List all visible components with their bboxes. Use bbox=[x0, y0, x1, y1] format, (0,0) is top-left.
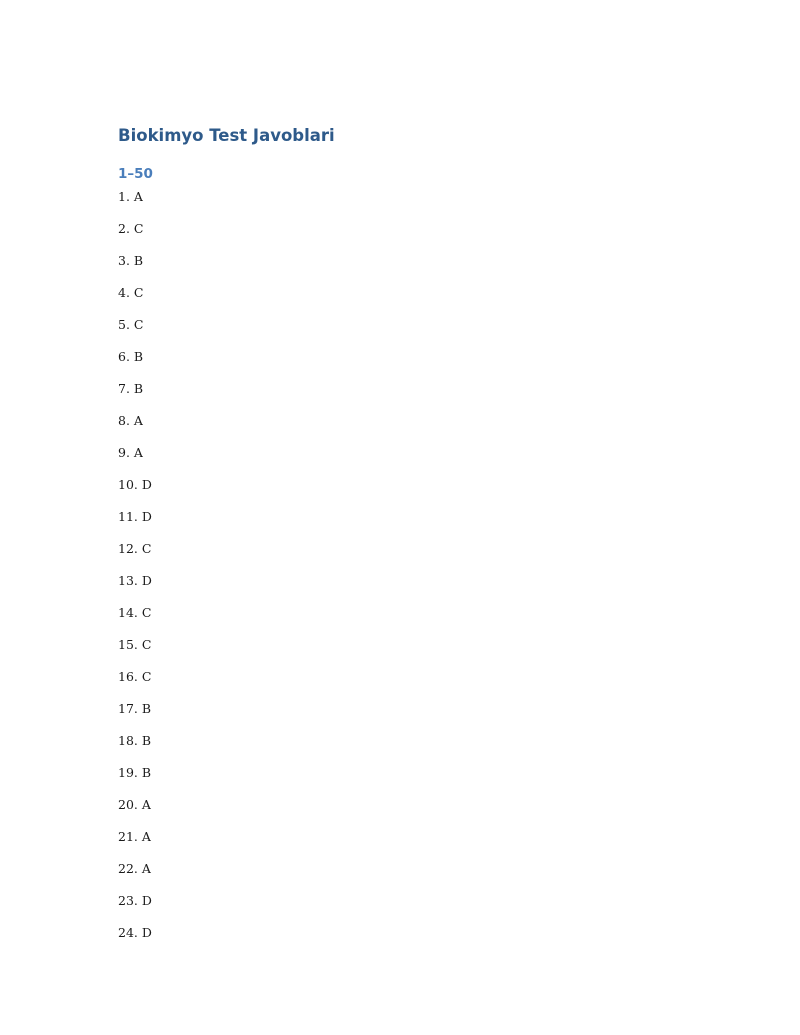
answer-item: 12. C bbox=[118, 541, 152, 556]
answer-item: 17. B bbox=[118, 701, 152, 716]
document-title: Biokimyo Test Javoblari bbox=[118, 126, 335, 145]
answer-item: 16. C bbox=[118, 669, 152, 684]
answer-item: 10. D bbox=[118, 477, 152, 492]
answer-item: 11. D bbox=[118, 509, 152, 524]
answer-item: 13. D bbox=[118, 573, 152, 588]
answer-item: 5. C bbox=[118, 317, 144, 332]
answer-item: 3. B bbox=[118, 253, 144, 268]
answer-item: 20. A bbox=[118, 797, 151, 812]
answer-item: 21. A bbox=[118, 829, 151, 844]
answer-item: 18. B bbox=[118, 733, 152, 748]
answer-item: 4. C bbox=[118, 285, 144, 300]
answer-item: 8. A bbox=[118, 413, 143, 428]
answer-item: 23. D bbox=[118, 893, 152, 908]
answer-item: 22. A bbox=[118, 861, 151, 876]
answer-item: 24. D bbox=[118, 925, 152, 940]
answer-item: 15. C bbox=[118, 637, 152, 652]
answer-item: 1. A bbox=[118, 189, 143, 204]
section-heading: 1–50 bbox=[118, 166, 153, 182]
answer-item: 2. C bbox=[118, 221, 144, 236]
answer-list bbox=[118, 188, 152, 956]
answer-item: 14. C bbox=[118, 605, 152, 620]
answer-item: 19. B bbox=[118, 765, 152, 780]
answer-item: 7. B bbox=[118, 381, 144, 396]
answer-item: 6. B bbox=[118, 349, 144, 364]
answer-item: 9. A bbox=[118, 445, 143, 460]
